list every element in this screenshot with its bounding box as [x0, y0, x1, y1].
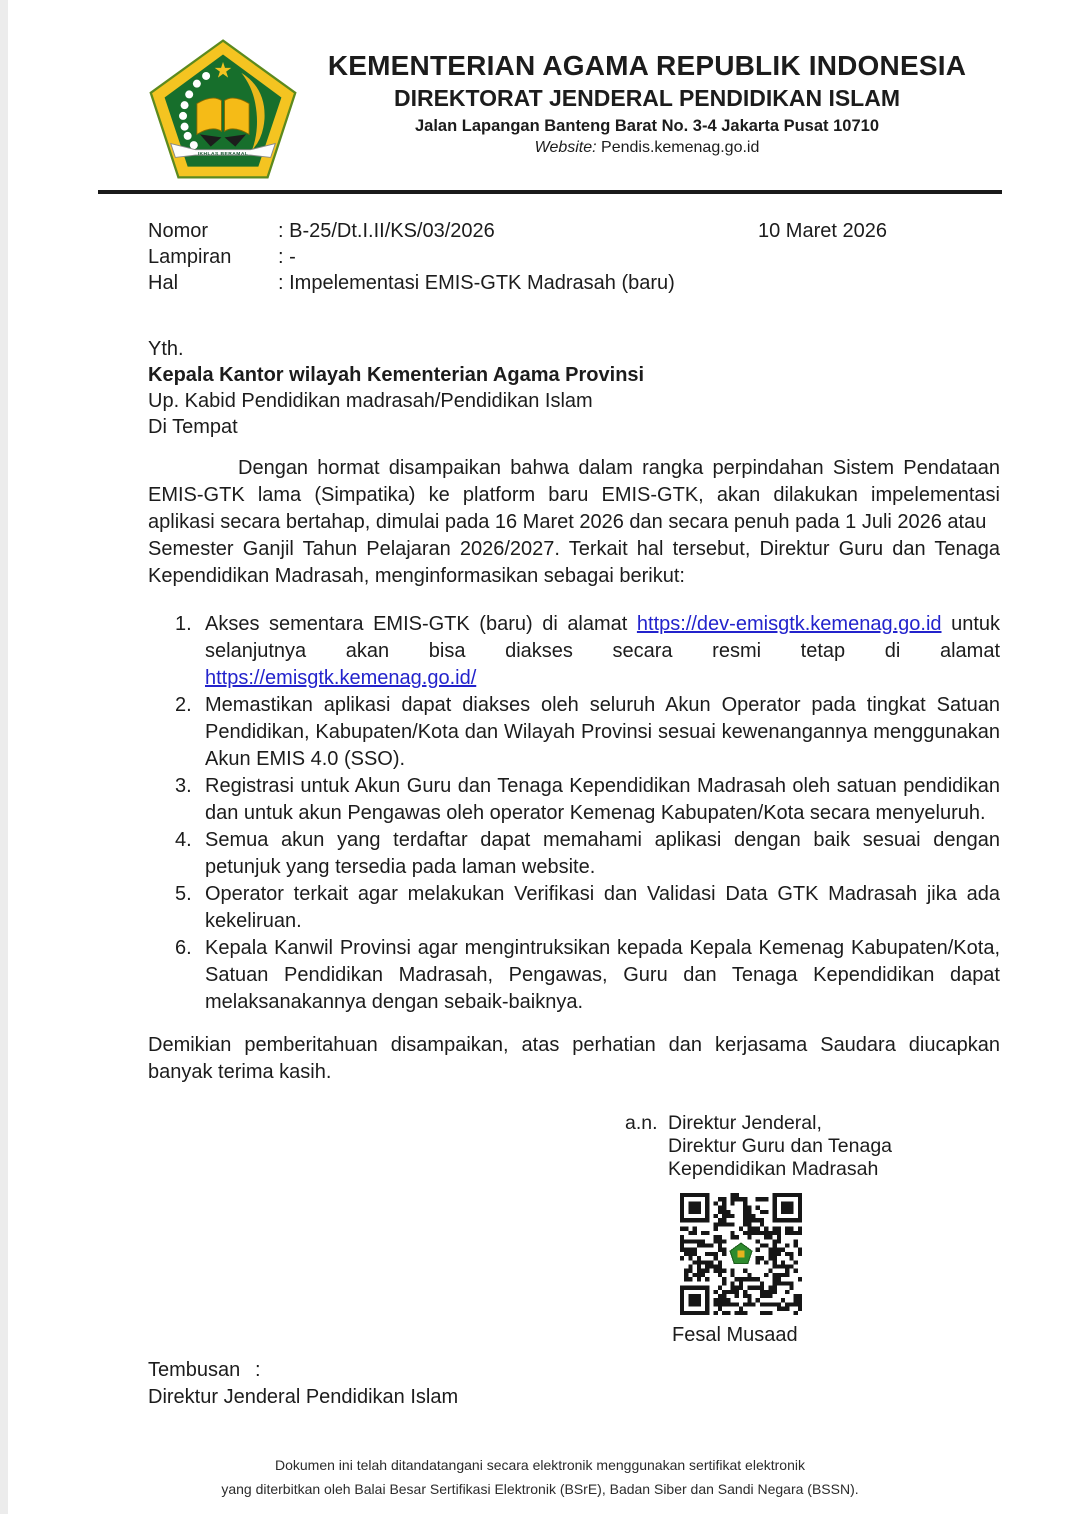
list-item-2 — [148, 692, 1000, 773]
website-label: Website: — [534, 139, 597, 156]
qr-center-logo-icon — [728, 1241, 754, 1267]
list-item-3 — [148, 773, 1000, 827]
meta-value-lampiran: : - — [278, 246, 296, 268]
meta-label-lampiran: Lampiran — [148, 246, 232, 268]
list-item-4-text: Semua akun yang terdaftar dapat memahami aplikasi dengan baik sesuai dengan petunjuk yang tersedia pada laman website. — [205, 829, 1000, 878]
instruction-list — [148, 611, 1000, 1016]
list-item-1-seg1: Akses sementara EMIS-GTK (baru) di alamat — [205, 613, 637, 635]
footer-line-2: yang diterbitkan oleh Balai Besar Sertifikasi Elektronik (BSrE), Badan Siber dan Sandi Negara (BSSN). — [221, 1481, 859, 1497]
opening-paragraph — [148, 455, 1000, 590]
closing-paragraph — [148, 1032, 1000, 1086]
office-address: Jalan Lapangan Banteng Barat No. 3-4 Jakarta Pusat 10710 — [414, 117, 879, 135]
kemenag-logo — [142, 36, 304, 182]
letter-meta — [148, 218, 1000, 296]
website-line — [304, 139, 990, 157]
list-item-2-number: 2. — [175, 694, 192, 716]
list-item-4 — [148, 827, 1000, 881]
recipient-name: Kepala Kantor wilayah Kementerian Agama Provinsi — [148, 364, 645, 386]
list-item-1-number: 1. — [175, 613, 192, 635]
list-item-5-text: Operator terkait agar melakukan Verifikasi dan Validasi Data GTK Madrasah jika ada kekeliruan. — [205, 883, 1000, 932]
letter-date: 10 Maret 2026 — [758, 220, 887, 242]
closing-text: Demikian pemberitahuan disampaikan, atas perhatian dan kerjasama Saudara diucapkan banyak terima kasih. — [148, 1034, 1000, 1083]
recipient-salutation: Yth. — [148, 338, 184, 360]
list-item-2-text: Memastikan aplikasi dapat diakses oleh seluruh Akun Operator pada tingkat Satuan Pendidikan, Kabupaten/Kota dan Wilayah Provinsi sesuai kewenangannya menggunakan Akun EMIS 4.0 (SSO). — [205, 694, 1000, 770]
letterhead — [0, 0, 1080, 182]
signature-title-2: Direktur Guru dan Tenaga — [668, 1135, 893, 1157]
footer-line-1: Dokumen ini telah ditandatangani secara elektronik menggunakan sertifikat elektronik — [275, 1457, 805, 1473]
list-item-3-number: 3. — [175, 775, 192, 797]
esignature-footer — [0, 1453, 1080, 1501]
meta-label-hal: Hal — [148, 272, 179, 294]
qr-code-graphic — [680, 1193, 802, 1315]
list-item-6-number: 6. — [175, 937, 192, 959]
tembusan-header — [148, 1357, 1000, 1384]
meta-label-nomor: Nomor — [148, 220, 209, 242]
tembusan-label: Tembusan — [148, 1359, 241, 1381]
opening-text-part1: Dengan hormat disampaikan bahwa dalam rangka perpindahan Sistem Pendataan EMIS-GTK lama (Simpatika) ke platform baru EMIS-GTK, akan dilakukan impelementasi aplikasi secara bertahap, dimulai pada 16 Maret 2026 dan secara penuh pada 1 Juli 2026 atau — [148, 457, 1000, 533]
list-item-5 — [148, 881, 1000, 935]
list-item-4-number: 4. — [175, 829, 192, 851]
opening-text-part2: Semester Ganjil Tahun Pelajaran 2026/2027. Terkait hal tersebut, Direktur Guru dan Tenaga Kependidikan Madrasah, menginformasikan sebagai berikut: — [148, 538, 1000, 587]
tembusan-colon: : — [255, 1359, 261, 1381]
list-item-1 — [148, 611, 1000, 692]
meta-row-lampiran — [148, 244, 1000, 270]
opening-text — [148, 455, 1000, 590]
website-url: Pendis.kemenag.go.id — [601, 139, 760, 156]
signature-title-3: Kependidikan Madrasah — [668, 1158, 879, 1180]
meta-value-hal: : Impelementasi EMIS-GTK Madrasah (baru) — [278, 272, 675, 294]
ministry-name: KEMENTERIAN AGAMA REPUBLIK INDONESIA — [327, 50, 967, 81]
list-item-6-text: Kepala Kanwil Provinsi agar mengintruksikan kepada Kepala Kemenag Kabupaten/Kota, Satuan Pendidikan Madrasah, Pengawas, Guru dan Tenaga Kependidikan dapat melaksanakannya dengan sebaik-baiknya. — [205, 937, 1000, 1013]
logo-star-icon: ★ — [213, 58, 233, 83]
tembusan-recipient: Direktur Jenderal Pendidikan Islam — [148, 1386, 459, 1408]
dev-emisgtk-link[interactable]: https://dev-emisgtk.kemenag.go.id — [636, 613, 942, 635]
qr-code — [680, 1193, 802, 1315]
meta-value-nomor: : B-25/Dt.I.II/KS/03/2026 — [278, 220, 495, 242]
recipient-block — [148, 336, 1000, 440]
list-item-6 — [148, 935, 1000, 1016]
signature-title-1: Direktur Jenderal, — [668, 1112, 822, 1134]
signature-an: a.n. — [625, 1112, 658, 1134]
list-item-1-seg2: untuk selanjutnya akan bisa diakses secara resmi tetap di alamat — [205, 613, 1000, 662]
letterhead-text — [304, 36, 1000, 157]
directorate-name: DIREKTORAT JENDERAL PENDIDIKAN ISLAM — [393, 85, 901, 111]
meta-row-hal — [148, 270, 1000, 296]
letterhead-divider — [98, 190, 1002, 194]
list-item-5-number: 5. — [175, 883, 192, 905]
list-item-1-text — [205, 611, 1000, 692]
recipient-attention: Up. Kabid Pendidikan madrasah/Pendidikan Islam — [148, 390, 593, 412]
signature-block — [625, 1112, 965, 1347]
recipient-place: Di Tempat — [148, 416, 238, 438]
page-edge-shadow — [0, 0, 8, 1514]
signature-an-line — [625, 1112, 965, 1135]
emisgtk-link[interactable]: https://emisgtk.kemenag.go.id/ — [205, 667, 477, 689]
list-item-3-text: Registrasi untuk Akun Guru dan Tenaga Kependidikan Madrasah oleh satuan pendidikan dan untuk akun Pengawas oleh operator Kemenag Kabupaten/Kota secara menyeluruh. — [205, 775, 1000, 824]
tembusan-block — [148, 1357, 1000, 1411]
kemenag-logo-graphic — [142, 36, 304, 182]
signatory-name: Fesal Musaad — [672, 1324, 798, 1346]
logo-banner-text: IKHLAS BERAMAL — [197, 151, 249, 157]
